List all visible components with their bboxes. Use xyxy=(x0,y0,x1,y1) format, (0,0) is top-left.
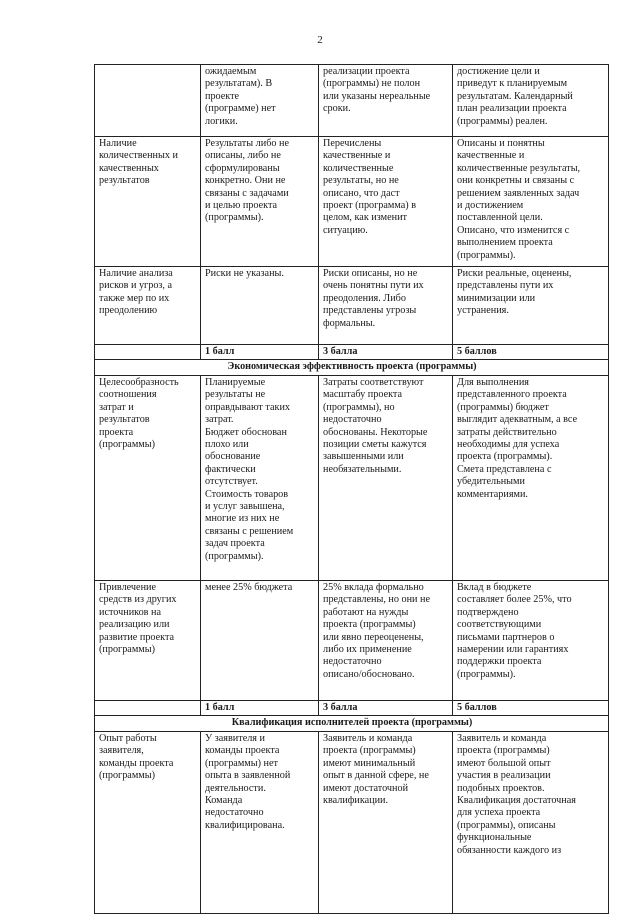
criteria-table xyxy=(94,64,609,914)
score-3-cell xyxy=(319,581,453,701)
cell-line: Заявитель и команда xyxy=(457,733,547,744)
cell-line: (программы). xyxy=(205,212,264,224)
cell-line: Опыт работы xyxy=(99,733,157,744)
cell-line: Смета представлена с xyxy=(457,463,552,475)
cell-line: связаны с задачами xyxy=(205,187,289,199)
criterion-cell xyxy=(95,137,201,267)
cell-line: проекте xyxy=(205,90,240,102)
cell-line: представленного проекта xyxy=(457,389,567,401)
cell-line: работают на нужды xyxy=(323,606,409,618)
cell-line: количественные результаты, xyxy=(457,162,581,174)
score-row xyxy=(95,345,609,360)
cell-line: недостаточно xyxy=(323,414,382,426)
score-row xyxy=(95,701,609,716)
cell-line: проекта (программы) xyxy=(323,619,416,631)
cell-line: недостаточно xyxy=(205,807,264,819)
table-row xyxy=(95,581,609,701)
cell-line: результатам). В xyxy=(205,78,273,90)
cell-line: (программы) не полон xyxy=(323,78,421,90)
score-label: 3 балла xyxy=(319,701,453,716)
cell-line: приведут к планируемым xyxy=(457,78,568,90)
cell-line: план реализации проекта xyxy=(457,103,567,115)
cell-line: количественных и xyxy=(99,150,178,162)
cell-line: плохо или xyxy=(205,439,249,451)
score-1-cell xyxy=(201,267,319,345)
cell-line: формальны. xyxy=(323,317,376,329)
cell-line: комментариями. xyxy=(457,488,528,500)
cell-line: представлены пути их xyxy=(457,280,554,292)
cell-line: для успеха проекта xyxy=(457,807,541,819)
cell-line: реализации проекта xyxy=(323,66,410,77)
cell-line: минимизации или xyxy=(457,292,536,304)
cell-line: количественные xyxy=(323,162,394,174)
cell-line: проекта (программы) xyxy=(323,745,416,757)
table-row xyxy=(95,137,609,267)
cell-line: необходимы для успеха xyxy=(457,439,560,451)
cell-line: конкретно. Они не xyxy=(205,175,286,187)
cell-line: Заявитель и команда xyxy=(323,733,413,744)
cell-line: менее 25% бюджета xyxy=(205,582,293,593)
cell-line: представлены, но они не xyxy=(323,594,431,606)
cell-line: Риски описаны, но не xyxy=(323,268,418,279)
cell-line: масштабу проекта xyxy=(323,389,402,401)
criterion-cell xyxy=(95,732,201,914)
cell-line: Наличие анализа xyxy=(99,268,173,279)
table-row xyxy=(95,376,609,581)
cell-line: результатов xyxy=(99,414,150,426)
cell-line: ситуацию. xyxy=(323,224,368,236)
cell-line: Риски не указаны. xyxy=(205,268,284,279)
cell-line: выполнением проекта xyxy=(457,237,553,249)
score-5-cell xyxy=(453,732,609,914)
cell-line: обоснование xyxy=(205,451,261,463)
score-1-cell xyxy=(201,732,319,914)
cell-line: выглядит адекватным, а все xyxy=(457,414,578,426)
cell-line: Наличие xyxy=(99,138,137,149)
cell-line: Планируемые xyxy=(205,377,266,388)
score-label: 1 балл xyxy=(201,345,319,360)
cell-line: (программы), описаны xyxy=(457,819,556,831)
cell-line: соответствующими xyxy=(457,619,542,631)
cell-line: позиции сметы кажутся xyxy=(323,439,427,451)
score-5-cell xyxy=(453,267,609,345)
cell-line: составляет более 25%, что xyxy=(457,594,572,606)
score-5-cell xyxy=(453,65,609,137)
cell-line: (программы). xyxy=(205,550,264,562)
cell-line: результаты, но не xyxy=(323,175,399,187)
cell-line: очень понятны пути их xyxy=(323,280,424,292)
cell-line: результатам. Календарный xyxy=(457,90,573,102)
cell-line: (программы). xyxy=(457,249,516,261)
cell-line: Квалификация достаточная xyxy=(457,795,576,807)
cell-line: Команда xyxy=(205,795,243,807)
cell-line: или явно переоценены, xyxy=(323,631,424,643)
cell-line: убедительными xyxy=(457,476,525,488)
table-row xyxy=(95,732,609,914)
cell-line: развитие проекта xyxy=(99,631,175,643)
cell-line: необязательными. xyxy=(323,463,402,475)
score-1-cell xyxy=(201,581,319,701)
cell-line: (программы). xyxy=(457,668,516,680)
cell-line: связаны с решением xyxy=(205,525,294,537)
cell-line: сформулированы xyxy=(205,162,280,174)
cell-line: и услуг завышена, xyxy=(205,501,285,513)
cell-line: команды проекта xyxy=(99,757,174,769)
criterion-cell xyxy=(95,65,201,137)
cell-line: недостаточно xyxy=(323,656,382,668)
cell-line: оправдывают таких xyxy=(205,401,291,413)
cell-line: устранения. xyxy=(457,305,509,317)
score-label-blank xyxy=(95,345,201,360)
cell-line: и достижением xyxy=(457,200,524,212)
cell-line: целом, как изменит xyxy=(323,212,407,224)
cell-line: преодоления. Либо xyxy=(323,292,406,304)
cell-line: описаны, либо не xyxy=(205,150,281,162)
cell-line: опыт в данной сфере, не xyxy=(323,770,429,782)
cell-line: команды проекта xyxy=(205,745,280,757)
cell-line: заявителя, xyxy=(99,745,144,757)
cell-line: они конкретны и связаны с xyxy=(457,175,575,187)
cell-line: Целесообразность xyxy=(99,377,179,388)
cell-line: имеют большой опыт xyxy=(457,757,551,769)
score-label: 5 баллов xyxy=(453,345,609,360)
page-number: 2 xyxy=(317,34,323,46)
cell-line: Описаны и понятны xyxy=(457,138,545,149)
criterion-cell xyxy=(95,581,201,701)
cell-line: Затраты соответствуют xyxy=(323,377,424,388)
score-3-cell xyxy=(319,376,453,581)
section-heading: Квалификация исполнителей проекта (программы) xyxy=(95,716,609,732)
cell-line: (программы) бюджет xyxy=(457,401,549,413)
cell-line: проекта (программы). xyxy=(457,451,553,463)
cell-line: Вклад в бюджете xyxy=(457,582,532,593)
cell-line: (программы) нет xyxy=(205,757,278,769)
score-3-cell xyxy=(319,65,453,137)
cell-line: письмами партнеров о xyxy=(457,631,555,643)
cell-line: подобных проектов. xyxy=(457,782,545,794)
cell-line: решением заявленных задач xyxy=(457,187,580,199)
cell-line: реализацию или xyxy=(99,619,170,631)
cell-line: (программы) xyxy=(99,770,155,782)
section-heading: Экономическая эффективность проекта (программы) xyxy=(95,360,609,376)
cell-line: ожидаемым xyxy=(205,66,257,77)
cell-line: качественные и xyxy=(323,150,391,162)
cell-line: проекта (программы) xyxy=(457,745,550,757)
cell-line: рисков и угроз, а xyxy=(99,280,173,292)
cell-line: (программы), но xyxy=(323,401,395,413)
cell-line: описано/обосновано. xyxy=(323,668,415,680)
cell-line: опыта в заявленной xyxy=(205,770,291,782)
score-5-cell xyxy=(453,581,609,701)
cell-line: и целью проекта xyxy=(205,200,278,212)
cell-line: (программы) xyxy=(99,439,155,451)
score-5-cell xyxy=(453,376,609,581)
cell-line: имеют минимальный xyxy=(323,757,416,769)
score-label: 5 баллов xyxy=(453,701,609,716)
cell-line: качественных xyxy=(99,162,159,174)
cell-line: Стоимость товаров xyxy=(205,488,289,500)
score-5-cell xyxy=(453,137,609,267)
cell-line: поставленной цели. xyxy=(457,212,543,224)
criterion-cell xyxy=(95,376,201,581)
cell-line: средств из других xyxy=(99,594,177,606)
cell-line: функциональные xyxy=(457,832,532,844)
section-heading-row xyxy=(95,360,609,376)
cell-line: результатов xyxy=(99,175,150,187)
cell-line: поддержки проекта xyxy=(457,656,542,668)
cell-line: задач проекта xyxy=(205,538,265,550)
cell-line: фактически xyxy=(205,463,256,475)
score-label: 3 балла xyxy=(319,345,453,360)
cell-line: обязанности каждого из xyxy=(457,844,562,856)
table-row xyxy=(95,267,609,345)
cell-line: участия в реализации xyxy=(457,770,551,782)
score-label-blank xyxy=(95,701,201,716)
score-1-cell xyxy=(201,137,319,267)
cell-line: отсутствует. xyxy=(205,476,258,488)
cell-line: намерении или гарантиях xyxy=(457,644,569,656)
score-1-cell xyxy=(201,376,319,581)
cell-line: У заявителя и xyxy=(205,733,265,744)
cell-line: затраты действительно xyxy=(457,426,557,438)
cell-line: деятельности. xyxy=(205,782,266,794)
cell-line: завышенными или xyxy=(323,451,404,463)
cell-line: сроки. xyxy=(323,103,351,115)
cell-line: затрат и xyxy=(99,401,134,413)
table-row xyxy=(95,65,609,137)
cell-line: Привлечение xyxy=(99,582,157,593)
cell-line: многие из них не xyxy=(205,513,280,525)
cell-line: достижение цели и xyxy=(457,66,540,77)
cell-line: Для выполнения xyxy=(457,377,529,388)
score-label: 1 балл xyxy=(201,701,319,716)
cell-line: описано, что даст xyxy=(323,187,400,199)
cell-line: преодолению xyxy=(99,305,158,317)
score-1-cell xyxy=(201,65,319,137)
cell-line: результаты не xyxy=(205,389,266,401)
cell-line: Бюджет обоснован xyxy=(205,426,287,438)
cell-line: Риски реальные, оценены, xyxy=(457,268,572,279)
cell-line: или указаны нереальные xyxy=(323,90,431,102)
cell-line: (программы) реален. xyxy=(457,115,548,127)
cell-line: представлены угрозы xyxy=(323,305,417,317)
cell-line: Результаты либо не xyxy=(205,138,289,149)
cell-line: источников на xyxy=(99,606,162,618)
cell-line: проекта xyxy=(99,426,134,438)
cell-line: квалифицирована. xyxy=(205,819,285,831)
score-3-cell xyxy=(319,137,453,267)
cell-line: (программы) xyxy=(99,644,155,656)
cell-line: имеют достаточной xyxy=(323,782,409,794)
cell-line: затрат. xyxy=(205,414,234,426)
cell-line: Описано, что изменится с xyxy=(457,224,570,236)
cell-line: логики. xyxy=(205,115,238,127)
score-3-cell xyxy=(319,267,453,345)
score-3-cell xyxy=(319,732,453,914)
cell-line: (программе) нет xyxy=(205,103,276,115)
cell-line: квалификации. xyxy=(323,795,389,807)
cell-line: также мер по их xyxy=(99,292,170,304)
criterion-cell xyxy=(95,267,201,345)
cell-line: обоснованы. Некоторые xyxy=(323,426,428,438)
cell-line: Перечислены xyxy=(323,138,382,149)
cell-line: подтверждено xyxy=(457,606,519,618)
section-heading-row xyxy=(95,716,609,732)
cell-line: качественные и xyxy=(457,150,525,162)
cell-line: проект (программа) в xyxy=(323,200,417,212)
cell-line: соотношения xyxy=(99,389,157,401)
cell-line: либо их применение xyxy=(323,644,412,656)
cell-line: 25% вклада формально xyxy=(323,582,424,593)
